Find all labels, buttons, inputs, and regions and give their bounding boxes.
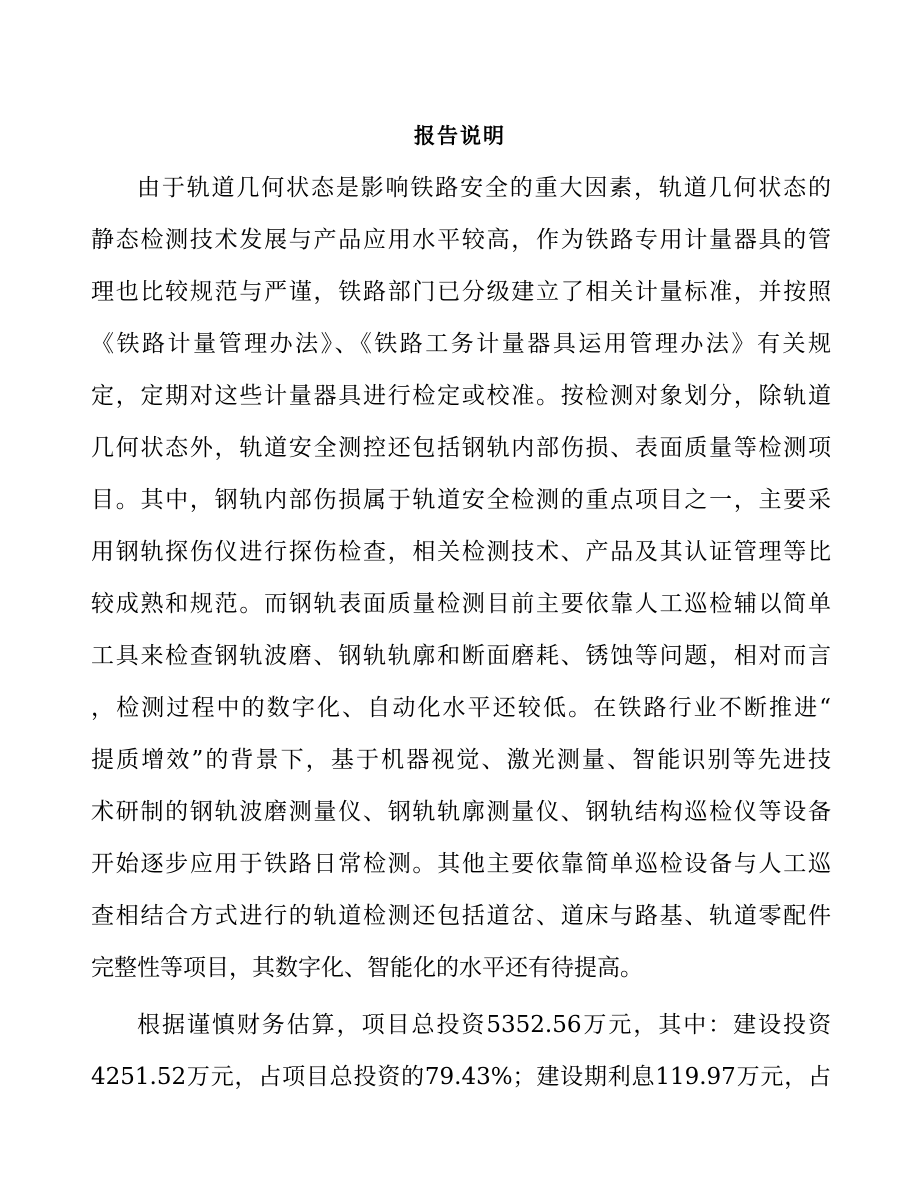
paragraph-line: 术研制的钢轨波磨测量仪、钢轨轨廓测量仪、钢轨结构巡检仪等设备 [91, 799, 831, 825]
paragraph-line: 理也比较规范与严谨，铁路部门已分级建立了相关计量标准，并按照 [91, 279, 831, 305]
paragraph-line: 4251.52万元，占项目总投资的79.43%；建设期利息119.97万元，占 [91, 1064, 831, 1090]
paragraph-line: 目。其中，钢轨内部伤损属于轨道安全检测的重点项目之一，主要采 [91, 487, 831, 513]
paragraph-line: 几何状态外，轨道安全测控还包括钢轨内部伤损、表面质量等检测项 [91, 435, 831, 461]
paragraph-line: 由于轨道几何状态是影响铁路安全的重大因素，轨道几何状态的 [137, 175, 831, 201]
paragraph-line: 开始逐步应用于铁路日常检测。其他主要依靠简单巡检设备与人工巡 [91, 851, 831, 877]
paragraph-line: 完整性等项目，其数字化、智能化的水平还有待提高。 [91, 955, 643, 981]
paragraph-line: 根据谨慎财务估算，项目总投资5352.56万元，其中：建设投资 [137, 1012, 831, 1038]
paragraph-line: ，检测过程中的数字化、自动化水平还较低。在铁路行业不断推进“ [91, 695, 831, 721]
paragraph-line: 提质增效”的背景下，基于机器视觉、激光测量、智能识别等先进技 [91, 747, 831, 773]
paragraph-line: 查相结合方式进行的轨道检测还包括道岔、道床与路基、轨道零配件 [91, 903, 831, 929]
paragraph-line: 《铁路计量管理办法》、《铁路工务计量器具运用管理办法》有关规 [91, 331, 831, 357]
paragraph-line: 定，定期对这些计量器具进行检定或校准。按检测对象划分，除轨道 [91, 383, 831, 409]
paragraph-line: 工具来检查钢轨波磨、钢轨轨廓和断面磨耗、锈蚀等问题，相对而言 [91, 643, 831, 669]
paragraph-line: 用钢轨探伤仪进行探伤检查，相关检测技术、产品及其认证管理等比 [91, 539, 831, 565]
page-title: 报告说明 [414, 123, 506, 148]
paragraph-line: 较成熟和规范。而钢轨表面质量检测目前主要依靠人工巡检辅以简单 [91, 591, 831, 617]
paragraph-line: 静态检测技术发展与产品应用水平较高，作为铁路专用计量器具的管 [91, 227, 831, 253]
